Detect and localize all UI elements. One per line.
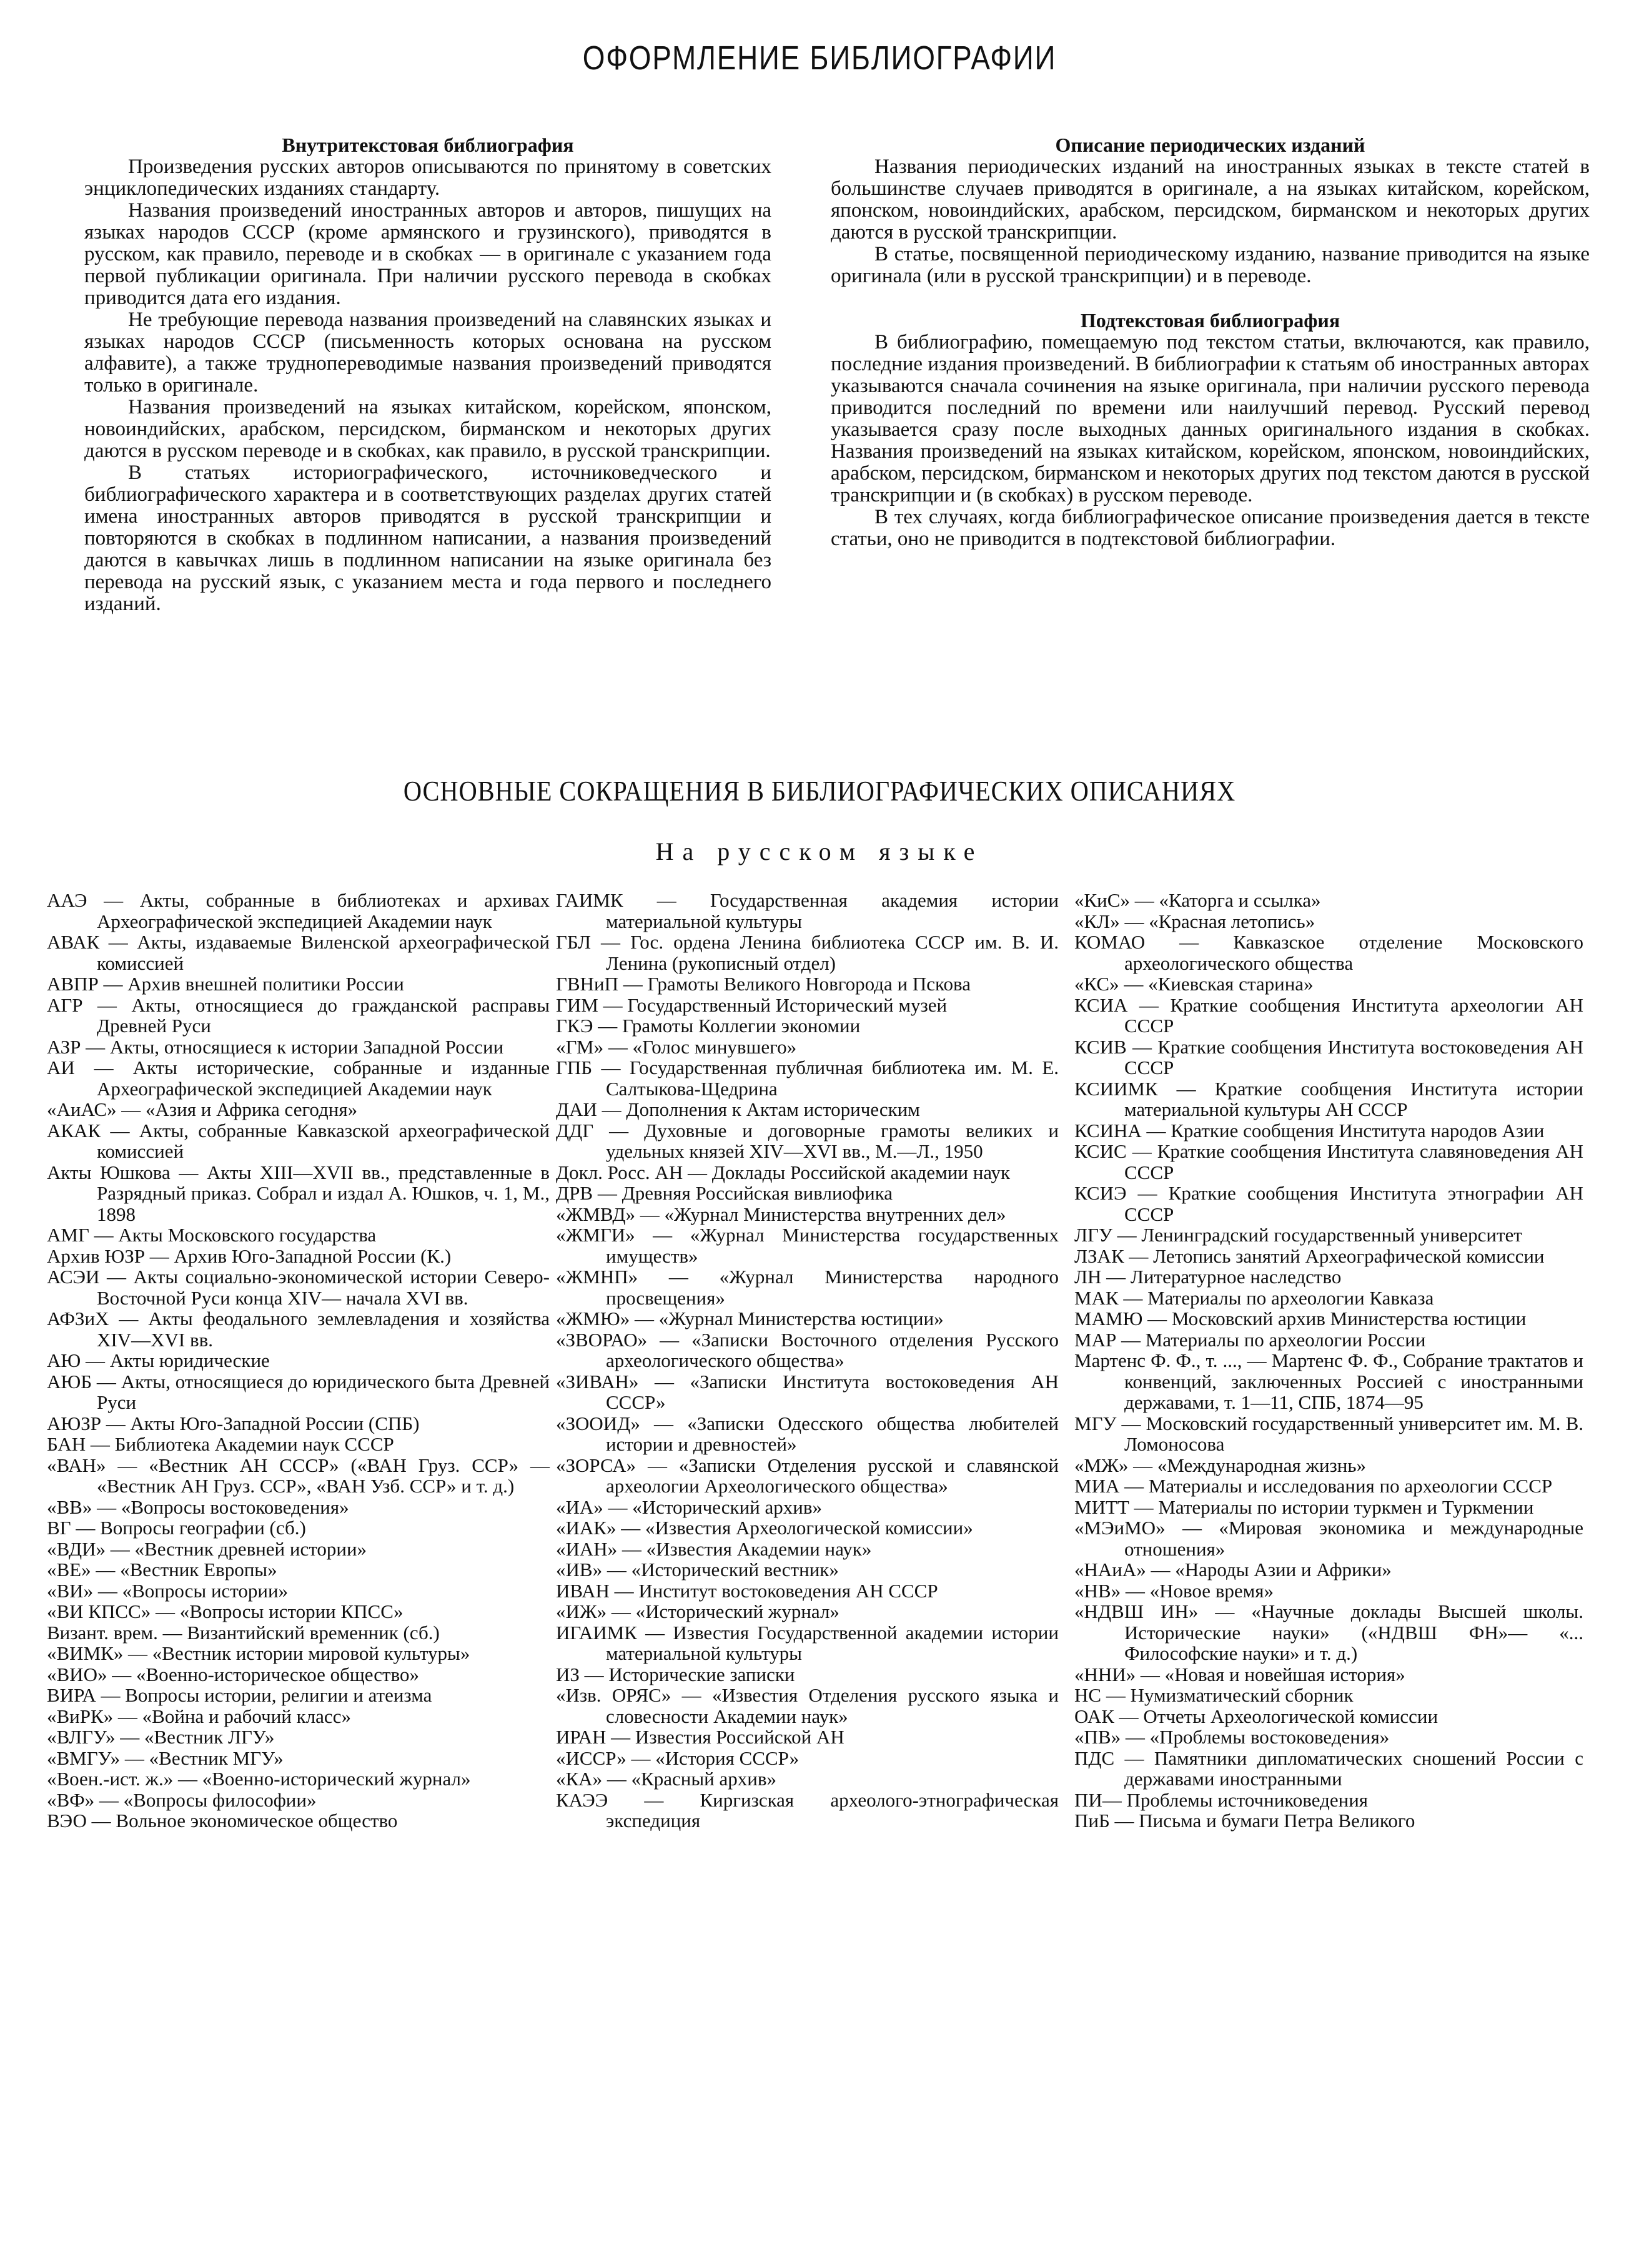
abbreviation-entry: «ВАН» — «Вестник АН СССР» («ВАН Груз. ССР» — «Вестник АН Груз. ССР», «ВАН Узб. ССР» и т. д.) <box>47 1454 550 1497</box>
abbreviation-entry: «НДВШ ИН» — «Научные доклады Высшей школы. Исторические науки» («НДВШ ФН»— «... Философские науки» и т. д.) <box>1074 1600 1583 1664</box>
abbreviation-entry: ГВНиП — Грамоты Великого Новгорода и Пскова <box>556 973 971 995</box>
abbreviation-entry: ДРВ — Древняя Российская вивлиофика <box>556 1182 893 1204</box>
abbreviation-entry: «ВИ» — «Вопросы истории» <box>47 1579 289 1602</box>
abbreviation-entry: «ННИ» — «Новая и новейшая история» <box>1074 1663 1405 1685</box>
abbreviation-entry: «ЖМЮ» — «Журнал Министерства юстиции» <box>556 1308 944 1329</box>
abbrev-list-2 <box>556 890 1059 1832</box>
abbreviation-entry: КСИЭ — Краткие сообщения Института этнографии АН СССР <box>1074 1182 1583 1225</box>
abbreviation-entry: Архив ЮЗР — Архив Юго-Западной России (К.) <box>47 1245 452 1267</box>
abbreviation-entry: АЮЗР — Акты Юго-Западной России (СПБ) <box>47 1412 420 1434</box>
abbreviation-entry: «АиАС» — «Азия и Африка сегодня» <box>47 1098 358 1120</box>
abbreviation-entry: ЛН — Литературное наследство <box>1074 1266 1342 1288</box>
abbreviation-entry: «ВЕ» — «Вестник Европы» <box>47 1559 277 1580</box>
intext-bibliography-column <box>84 134 771 615</box>
abbreviation-entry: КАЭЭ — Киргизская археолого-этнографическая экспедиция <box>556 1788 1059 1832</box>
abbreviation-entry: АЮ — Акты юридические <box>47 1349 270 1371</box>
abbreviation-entry: «ИССР» — «История СССР» <box>556 1747 800 1769</box>
section-heading: Внутритекстовая библиография <box>282 134 574 156</box>
abbreviation-entry: Докл. Росс. АН — Доклады Российской академии наук <box>556 1161 1011 1183</box>
abbreviation-entry: «ВИ КПСС» — «Вопросы истории КПСС» <box>47 1600 404 1622</box>
abbreviation-entry: «НАиА» — «Народы Азии и Африки» <box>1074 1559 1392 1580</box>
section-heading: Подтекстовая библиография <box>1080 309 1340 332</box>
abbreviation-entry: ПДС — Памятники дипломатических сношений России с державами иностранными <box>1074 1747 1583 1790</box>
abbreviation-entry: ВЭО — Вольное экономическое общество <box>47 1810 398 1832</box>
abbreviation-entry: «ВФ» — «Вопросы философии» <box>47 1788 317 1811</box>
abbreviation-entry: ПиБ — Письма и бумаги Петра Великого <box>1074 1810 1415 1832</box>
abbreviation-entry: АГР — Акты, относящиеся до гражданской расправы Древней Руси <box>47 993 550 1037</box>
abbreviation-entry: ГПБ — Государственная публичная библиотека им. М. Е. Салтыкова-Щедрина <box>556 1057 1059 1100</box>
paragraph: Названия произведений иностранных авторов и авторов, пишущих на языках народов СССР (кроме армянского и грузинского), приводятся в русском, как правило, переводе и в скобках — в оригинале с указанием года первой публикации оригинала. При наличии русского перевода в скобках приводится дата его издания. <box>84 199 771 309</box>
abbreviation-entry: КСИИМК — Краткие сообщения Института истории материальной культуры АН СССР <box>1074 1077 1583 1120</box>
page-title: ОФОРМЛЕНИЕ БИБЛИОГРАФИИ <box>582 39 1057 77</box>
abbreviation-entry: АВАК — Акты, издаваемые Виленской археографической комиссией <box>47 931 550 974</box>
abbreviation-entry: АЮБ — Акты, относящиеся до юридического быта Древней Руси <box>47 1370 550 1413</box>
abbreviation-entry: ГАИМК — Государственная академия истории материальной культуры <box>556 889 1059 932</box>
paragraph: Не требующие перевода названия произведений на славянских языках и языках народов СССР (письменность которых основана на русском алфавите), а также труднопереводимые названия произведений приводятся только в оригинале. <box>84 308 771 397</box>
abbreviation-entry: АСЭИ — Акты социально-экономической истории Северо-Восточной Руси конца XIV— начала XVI вв. <box>47 1266 550 1309</box>
paragraph: Произведения русских авторов описываются по принятому в советских энциклопедических изданиях стандарту. <box>84 155 771 200</box>
abbreviation-entry: ИГАИМК — Известия Государственной академии истории материальной культуры <box>556 1621 1059 1664</box>
paragraph: В тех случаях, когда библиографическое описание произведения дается в тексте статьи, оно не приводится в подтекстовой библиографии. <box>831 506 1590 550</box>
paragraph: Названия произведений на языках китайском, корейском, японском, новоиндийских, арабском, персидском, бирманском и некоторых других даются в русском переводе и в скобках, как правило, в русской транскрипции. <box>84 396 771 462</box>
abbreviation-entry: «ИАН» — «Известия Академии наук» <box>556 1537 872 1560</box>
abbreviation-entry: КОМАО — Кавказское отделение Московского археологического общества <box>1074 931 1583 974</box>
abbreviation-entry: ИРАН — Известия Российской АН <box>556 1726 844 1748</box>
abbreviation-entry: «ЖМНП» — «Журнал Министерства народного просвещения» <box>556 1266 1059 1309</box>
abbreviation-entry: «ВМГУ» — «Вестник МГУ» <box>47 1747 284 1769</box>
abbreviation-entry: «ЗВОРАО» — «Записки Восточного отделения Русского археологического общества» <box>556 1328 1059 1371</box>
abbreviation-entry: «ЗОРСА» — «Записки Отделения русской и славянской археологии Археологического общества» <box>556 1454 1059 1497</box>
abbreviation-entry: «Изв. ОРЯС» — «Известия Отделения русского языка и словесности Академии наук» <box>556 1684 1059 1727</box>
abbreviation-entry: КСИА — Краткие сообщения Института археологии АН СССР <box>1074 993 1583 1037</box>
abbreviation-entry: «ПВ» — «Проблемы востоковедения» <box>1074 1726 1390 1748</box>
abbreviation-entry: ЛЗАК — Летопись занятий Археографической комиссии <box>1074 1245 1545 1267</box>
abbreviation-entry: «ЗИВАН» — «Записки Института востоковедения АН СССР» <box>556 1370 1059 1413</box>
abbreviation-entry: МИА — Материалы и исследования по археологии СССР <box>1074 1475 1553 1497</box>
abbreviation-entry: ГИМ — Государственный Исторический музей <box>556 993 948 1016</box>
abbreviation-entry: ВГ — Вопросы географии (сб.) <box>47 1517 306 1539</box>
periodicals-column <box>831 134 1590 550</box>
section-heading: Описание периодических изданий <box>1055 134 1365 156</box>
paragraphs <box>84 156 771 615</box>
abbreviation-entry: «МЭиМО» — «Мировая экономика и международные отношения» <box>1074 1517 1583 1560</box>
abbrev-list-3 <box>1074 890 1583 1832</box>
abbreviation-entry: АВПР — Архив внешней политики России <box>47 973 404 995</box>
abbreviation-entry: ВИРА — Вопросы истории, религии и атеизма <box>47 1684 432 1706</box>
paragraphs <box>831 332 1590 550</box>
abbreviation-entry: «ГМ» — «Голос минувшего» <box>556 1035 797 1058</box>
abbreviation-entry: «ВДИ» — «Вестник древней истории» <box>47 1537 367 1560</box>
abbreviation-entry: АКАК — Акты, собранные Кавказской археографической комиссией <box>47 1119 550 1162</box>
abbreviation-entry: МГУ — Московский государственный университет им. М. В. Ломоносова <box>1074 1412 1583 1455</box>
paragraph: В статьях историографического, источниковедческого и библиографического характера и в соответствующих разделах других статей имена иностранных авторов приводятся в русской транскрипции и повторяются в скобках в подлинном написании, а названия произведений даются в кавычках лишь в подлинном написании на языке оригинала без перевода на русский язык, с указанием места и года первого и последнего изданий. <box>84 461 771 615</box>
abbreviation-entry: АФЗиХ — Акты феодального землевладения и хозяйства XIV—XVI вв. <box>47 1308 550 1351</box>
abbreviation-entry: «КЛ» — «Красная летопись» <box>1074 910 1315 932</box>
abbreviation-entry: КСИС — Краткие сообщения Института славяноведения АН СССР <box>1074 1140 1583 1183</box>
abbreviation-entry: ААЭ — Акты, собранные в библиотеках и архивах Археографической экспедицией Академии наук <box>47 889 550 932</box>
abbreviation-entry: «ВЛГУ» — «Вестник ЛГУ» <box>47 1726 275 1748</box>
abbreviation-entry: «КА» — «Красный архив» <box>556 1768 777 1790</box>
abbreviation-entry: НС — Нумизматический сборник <box>1074 1684 1354 1706</box>
abbreviation-entry: «ЗООИД» — «Записки Одесского общества любителей истории и древностей» <box>556 1412 1059 1455</box>
abbreviation-entry: МАМЮ — Московский архив Министерства юстиции <box>1074 1308 1527 1329</box>
abbreviation-entry: ПИ— Проблемы источниковедения <box>1074 1788 1369 1811</box>
abbreviation-entry: «МЖ» — «Международная жизнь» <box>1074 1454 1367 1476</box>
abbreviations-subtitle: На русском языке <box>655 837 984 865</box>
abbreviation-entry: ГКЭ — Грамоты Коллегии экономии <box>556 1015 861 1037</box>
abbreviation-entry: Мартенс Ф. Ф., т. ..., — Мартенс Ф. Ф., Собрание трактатов и конвенций, заключенных Россией с иностранными державами, т. 1—11, СПБ, 1874—95 <box>1074 1349 1583 1413</box>
abbreviation-entry: «ИВ» — «Исторический вестник» <box>556 1559 839 1580</box>
abbreviation-entry: ДДГ — Духовные и договорные грамоты великих и удельных князей XIV—XVI вв., М.—Л., 1950 <box>556 1119 1059 1162</box>
abbreviation-entry: «ЖМГИ» — «Журнал Министерства государственных имуществ» <box>556 1224 1059 1267</box>
abbreviation-entry: «ИЖ» — «Исторический журнал» <box>556 1600 839 1622</box>
abbreviation-entry: КСИНА — Краткие сообщения Института народов Азии <box>1074 1119 1545 1141</box>
abbreviation-entry: «КиС» — «Каторга и ссылка» <box>1074 889 1321 911</box>
abbreviation-entry: «ВВ» — «Вопросы востоковедения» <box>47 1496 349 1518</box>
abbreviation-entry: ИВАН — Институт востоковедения АН СССР <box>556 1579 938 1602</box>
abbreviation-entry: ГБЛ — Гос. ордена Ленина библиотека СССР им. В. И. Ленина (рукописный отдел) <box>556 931 1059 974</box>
abbreviation-entry: АИ — Акты исторические, собранные и изданные Археографической экспедицией Академии наук <box>47 1057 550 1100</box>
abbreviation-entry: МАК — Материалы по археологии Кавказа <box>1074 1286 1434 1309</box>
paragraph: Названия периодических изданий на иностранных языках в тексте статей в большинстве случаев приводятся в оригинале, а на языках китайском, корейском, японском, новоиндийских, арабском, персидском, бирманском и некоторых других даются в русской транскрипции. <box>831 155 1590 244</box>
abbreviation-entry: «ИА» — «Исторический архив» <box>556 1496 823 1518</box>
abbreviation-entry: «ИАК» — «Известия Археологической комиссии» <box>556 1517 973 1539</box>
abbreviation-entry: Акты Юшкова — Акты XIII—XVII вв., представленные в Разрядный приказ. Собрал и издал А. Юшков, ч. 1, М., 1898 <box>47 1161 550 1225</box>
abbreviation-entry: ИЗ — Исторические записки <box>556 1663 795 1685</box>
paragraph: В статье, посвященной периодическому изданию, название приводится на языке оригинала (или в русской транскрипции) и в переводе. <box>831 243 1590 287</box>
abbreviation-entry: «ВИМК» — «Вестник истории мировой культуры» <box>47 1642 470 1664</box>
abbreviation-entry: «Воен.-ист. ж.» — «Военно-исторический журнал» <box>47 1768 471 1790</box>
abbreviation-entry: «ВИО» — «Военно-историческое общество» <box>47 1663 420 1685</box>
abbreviation-entry: АЗР — Акты, относящиеся к истории Западной России <box>47 1035 504 1058</box>
paragraphs <box>831 156 1590 287</box>
abbreviation-entry: Визант. врем. — Византийский временник (сб.) <box>47 1621 440 1644</box>
abbreviation-entry: «КС» — «Киевская старина» <box>1074 973 1314 995</box>
paragraph: В библиографию, помещаемую под текстом статьи, включаются, как правило, последние издания произведений. В библиографии к статьям об иностранных авторах указываются сначала сочинения на языке оригинала, при наличии русского перевода приводится последний по времени или наилучший перевод. Русский перевод указывается сразу после выходных данных оригинального издания в скобках. Названия произведений на языках китайском, корейском, японском, новоиндийских, арабском, персидском, бирманском и некоторых других под текстом даются в русской транскрипции и (в скобках) в русском переводе. <box>831 331 1590 506</box>
abbreviation-entry: ОАК — Отчеты Археологической комиссии <box>1074 1705 1438 1727</box>
abbrev-list-1 <box>47 890 550 1832</box>
abbreviation-entry: «ВиРК» — «Война и рабочий класс» <box>47 1705 351 1727</box>
abbreviation-entry: КСИВ — Краткие сообщения Института востоковедения АН СССР <box>1074 1035 1583 1078</box>
abbreviation-entry: АМГ — Акты Московского государства <box>47 1224 377 1246</box>
abbreviation-entry: БАН — Библиотека Академии наук СССР <box>47 1433 394 1455</box>
abbreviation-entry: МИТТ — Материалы по истории туркмен и Туркмении <box>1074 1496 1534 1518</box>
abbreviation-entry: «НВ» — «Новое время» <box>1074 1579 1274 1602</box>
abbreviation-entry: ЛГУ — Ленинградский государственный университет <box>1074 1224 1522 1246</box>
abbreviations-title: ОСНОВНЫЕ СОКРАЩЕНИЯ В БИБЛИОГРАФИЧЕСКИХ ОПИСАНИЯХ <box>403 775 1236 807</box>
abbreviation-entry: ДАИ — Дополнения к Актам историческим <box>556 1098 920 1120</box>
abbreviation-entry: МАР — Материалы по археологии России <box>1074 1328 1426 1351</box>
abbreviation-entry: «ЖМВД» — «Журнал Министерства внутренних дел» <box>556 1203 1006 1225</box>
